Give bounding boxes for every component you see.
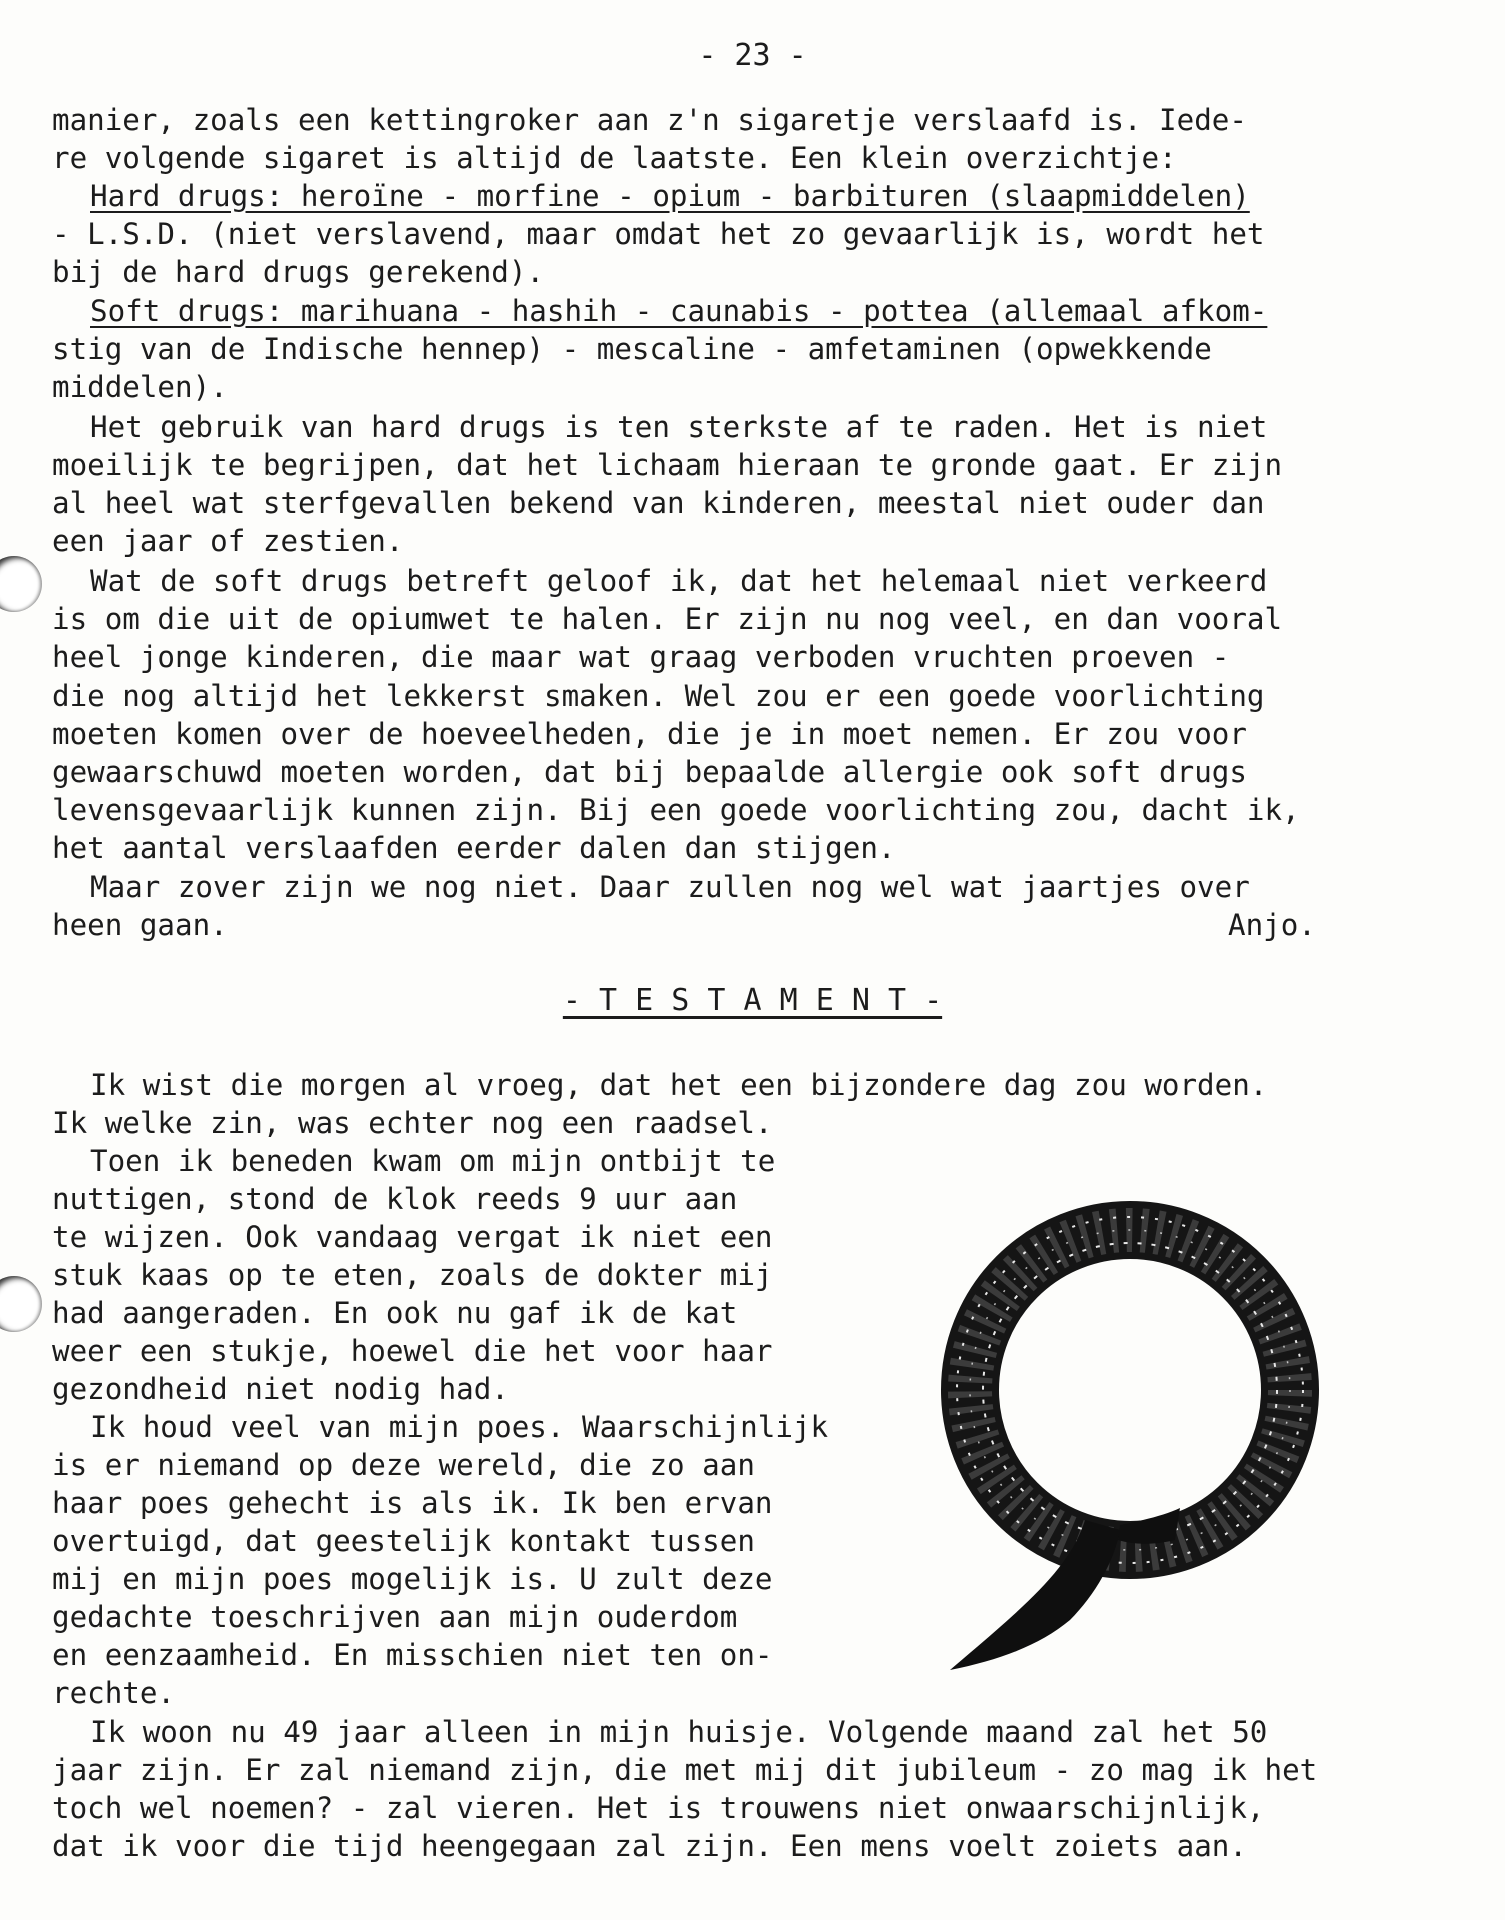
author-signature: Anjo. (1228, 908, 1316, 942)
text-line: Ik woon nu 49 jaar alleen in mijn huisje. Volgende maand zal het 50 (90, 1715, 1268, 1749)
text-line: dat ik voor die tijd heengegaan zal zijn. Een mens voelt zoiets aan. (52, 1829, 1247, 1863)
text-line: al heel wat sterfgevallen bekend van kinderen, meestal niet ouder dan (52, 486, 1265, 520)
text-line: toch wel noemen? - zal vieren. Het is trouwens niet onwaarschijnlijk, (52, 1791, 1265, 1825)
text-line: stig van de Indische hennep) - mescaline - amfetaminen (opwekkende (52, 332, 1212, 366)
text-line: die nog altijd het lekkerst smaken. Wel zou er een goede voorlichting (52, 679, 1265, 713)
text-line: moeilijk te begrijpen, dat het lichaam hieraan te gronde gaat. Er zijn (52, 448, 1283, 482)
text-line: gezondheid niet nodig had. (52, 1372, 509, 1406)
text-line: het aantal verslaafden eerder dalen dan stijgen. (52, 831, 896, 865)
text-line: overtuigd, dat geestelijk kontakt tussen (52, 1524, 755, 1558)
text-line: een jaar of zestien. (52, 524, 404, 558)
text-line: is er niemand op deze wereld, die zo aan (52, 1448, 755, 1482)
punch-hole (0, 1276, 42, 1332)
text-line: levensgevaarlijk kunnen zijn. Bij een goede voorlichting zou, dacht ik, (52, 793, 1300, 827)
punch-hole (0, 556, 42, 612)
section-heading: - T E S T A M E N T - (562, 983, 943, 1018)
text-line: gedachte toeschrijven aan mijn ouderdom (52, 1600, 738, 1634)
text-line: Ik wist die morgen al vroeg, dat het een bijzondere dag zou worden. (90, 1068, 1268, 1102)
text-line: - L.S.D. (niet verslavend, maar omdat het zo gevaarlijk is, wordt het (52, 217, 1265, 251)
text-line: Soft drugs: marihuana - hashih - caunabis - pottea (allemaal afkom- (90, 294, 1268, 328)
text-line: Het gebruik van hard drugs is ten sterkste af te raden. Het is niet (90, 410, 1268, 444)
text-line: weer een stukje, hoewel die het voor haar (52, 1334, 773, 1368)
text-line: Ik houd veel van mijn poes. Waarschijnlijk (90, 1410, 829, 1444)
text-line: jaar zijn. Er zal niemand zijn, die met mij dit jubileum - zo mag ik het (52, 1753, 1318, 1787)
text-line: stuk kaas op te eten, zoals de dokter mij (52, 1258, 773, 1292)
text-line: haar poes gehecht is als ik. Ik ben ervan (52, 1486, 773, 1520)
wreath-illustration (920, 1190, 1340, 1680)
text-line: te wijzen. Ook vandaag vergat ik niet een (52, 1220, 773, 1254)
text-line: mij en mijn poes mogelijk is. U zult deze (52, 1562, 773, 1596)
text-line: heen gaan. (52, 908, 228, 942)
text-line: Toen ik beneden kwam om mijn ontbijt te (90, 1144, 776, 1178)
text-line: Maar zover zijn we nog niet. Daar zullen nog wel wat jaartjes over (90, 870, 1250, 904)
text-line: moeten komen over de hoeveelheden, die je in moet nemen. Er zou voor (52, 717, 1247, 751)
text-line: middelen). (52, 370, 228, 404)
text-line: gewaarschuwd moeten worden, dat bij bepaalde allergie ook soft drugs (52, 755, 1247, 789)
text-line: nuttigen, stond de klok reeds 9 uur aan (52, 1182, 738, 1216)
page-number: - 23 - (698, 38, 807, 73)
text-line: heel jonge kinderen, die maar wat graag verboden vruchten proeven - (52, 640, 1230, 674)
text-line: Wat de soft drugs betreft geloof ik, dat het helemaal niet verkeerd (90, 564, 1268, 598)
text-line: rechte. (52, 1676, 176, 1710)
text-line: had aangeraden. En ook nu gaf ik de kat (52, 1296, 738, 1330)
text-line: bij de hard drugs gerekend). (52, 255, 545, 289)
text-line: manier, zoals een kettingroker aan z'n sigaretje verslaafd is. Iede- (52, 103, 1247, 137)
text-line: en eenzaamheid. En misschien niet ten on- (52, 1638, 773, 1672)
text-line: re volgende sigaret is altijd de laatste. Een klein overzichtje: (52, 141, 1177, 175)
text-line: is om die uit de opiumwet te halen. Er zijn nu nog veel, en dan vooral (52, 602, 1283, 636)
text-line: Hard drugs: heroïne - morfine - opium - barbituren (slaapmiddelen) (90, 179, 1250, 213)
text-line: Ik welke zin, was echter nog een raadsel. (52, 1106, 773, 1140)
